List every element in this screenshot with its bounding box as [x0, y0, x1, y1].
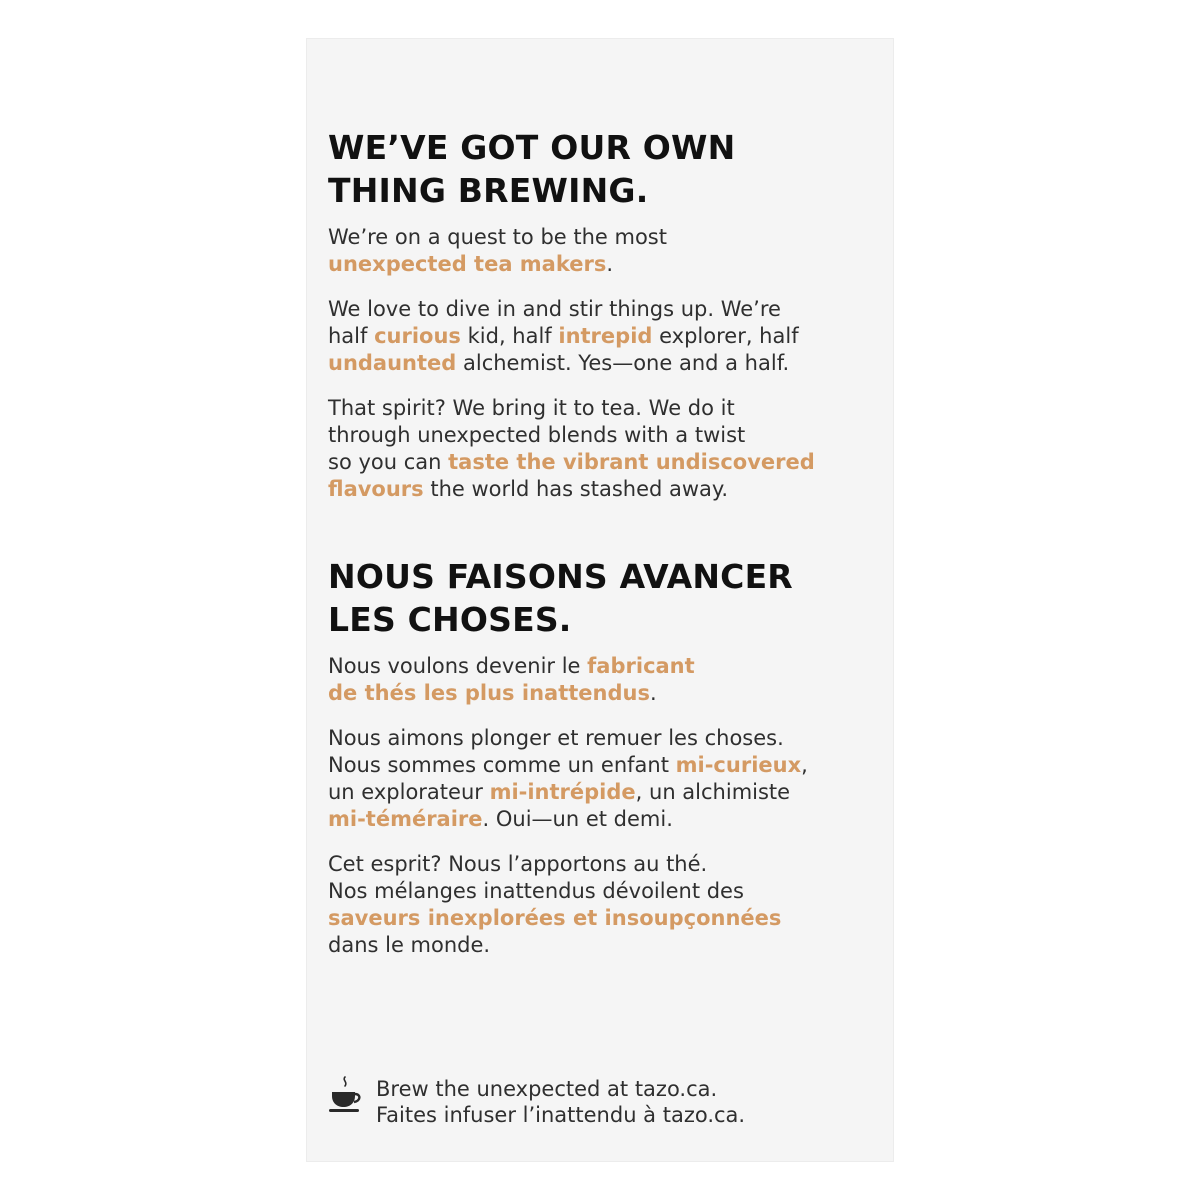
heading-line: LES CHOSES.: [328, 600, 572, 639]
paragraph-plonger: [328, 725, 888, 833]
body-text: , un alchimiste: [635, 780, 791, 804]
body-text: so you can: [328, 450, 449, 474]
text-line: [328, 323, 888, 350]
text-line: [328, 806, 888, 833]
body-text: the world has stashed away.: [423, 477, 729, 501]
highlighted-text: unexpected tea makers: [328, 252, 607, 276]
text-line: [328, 752, 888, 779]
body-text: half: [328, 324, 375, 348]
body-text: We’re on a quest to be the most: [328, 225, 667, 249]
footer-line-french[interactable]: Faites infuser l’inattendu à tazo.ca.: [376, 1103, 746, 1127]
teacup-icon: [328, 1074, 364, 1114]
body-text: That spirit? We bring it to tea. We do it: [328, 396, 735, 420]
text-line: [328, 932, 888, 959]
body-text: ,: [801, 753, 808, 777]
section-english: [328, 126, 888, 503]
body-text: through unexpected blends with a twist: [328, 423, 746, 447]
body-text: .: [606, 252, 614, 276]
body-text: Cet esprit? Nous l’apportons au thé.: [328, 852, 708, 876]
text-line: [328, 851, 888, 878]
paragraph-spirit: [328, 395, 888, 503]
text-line: [328, 251, 888, 278]
body-text: Nous sommes comme un enfant: [328, 753, 676, 777]
body-text: Nous voulons devenir le: [328, 654, 588, 678]
body-text: Nous aimons plonger et remuer les choses.: [328, 726, 784, 750]
highlighted-text: fabricant: [587, 654, 695, 678]
heading-french: [328, 555, 888, 641]
heading-line: WE’VE GOT OUR OWN: [328, 128, 736, 167]
footer-line-english[interactable]: Brew the unexpected at tazo.ca.: [376, 1077, 718, 1101]
content: [328, 126, 888, 977]
highlighted-text: saveurs inexplorées et insoupçonnées: [328, 906, 782, 930]
highlighted-text: mi-curieux: [675, 753, 802, 777]
text-line: [328, 422, 888, 449]
highlighted-text: mi-intrépide: [489, 780, 636, 804]
text-line: [328, 905, 888, 932]
highlighted-text: undaunted: [328, 351, 457, 375]
text-line: [328, 653, 888, 680]
paragraph-quest: [328, 224, 888, 278]
heading-line: NOUS FAISONS AVANCER: [328, 557, 793, 596]
highlighted-text: taste the vibrant undiscovered: [448, 450, 815, 474]
footer-text: [376, 1076, 745, 1128]
body-text: .: [649, 681, 657, 705]
body-text: We love to dive in and stir things up. We’re: [328, 297, 781, 321]
text-line: [328, 680, 888, 707]
text-line: [328, 779, 888, 806]
paragraph-dive-in: [328, 296, 888, 377]
highlighted-text: intrepid: [558, 324, 653, 348]
text-line: [328, 725, 888, 752]
text-line: [328, 476, 888, 503]
text-line: [328, 224, 888, 251]
body-text: . Oui—un et demi.: [482, 807, 673, 831]
body-text: un explorateur: [328, 780, 490, 804]
body-text: dans le monde.: [328, 933, 491, 957]
paragraph-fabricant: [328, 653, 888, 707]
heading-english: [328, 126, 888, 212]
text-line: [328, 350, 888, 377]
highlighted-text: mi-téméraire: [328, 807, 483, 831]
paragraph-esprit: [328, 851, 888, 959]
highlighted-text: flavours: [328, 477, 424, 501]
body-text: alchemist. Yes—one and a half.: [456, 351, 790, 375]
body-text: Nos mélanges inattendus dévoilent des: [328, 879, 744, 903]
text-line: [328, 296, 888, 323]
text-line: [328, 878, 888, 905]
text-line: [328, 449, 888, 476]
highlighted-text: de thés les plus inattendus: [328, 681, 650, 705]
heading-line: THING BREWING.: [328, 171, 649, 210]
body-text: explorer, half: [652, 324, 799, 348]
text-line: [328, 395, 888, 422]
footer: [328, 1074, 888, 1130]
highlighted-text: curious: [374, 324, 461, 348]
section-french: [328, 555, 888, 959]
body-text: kid, half: [460, 324, 559, 348]
